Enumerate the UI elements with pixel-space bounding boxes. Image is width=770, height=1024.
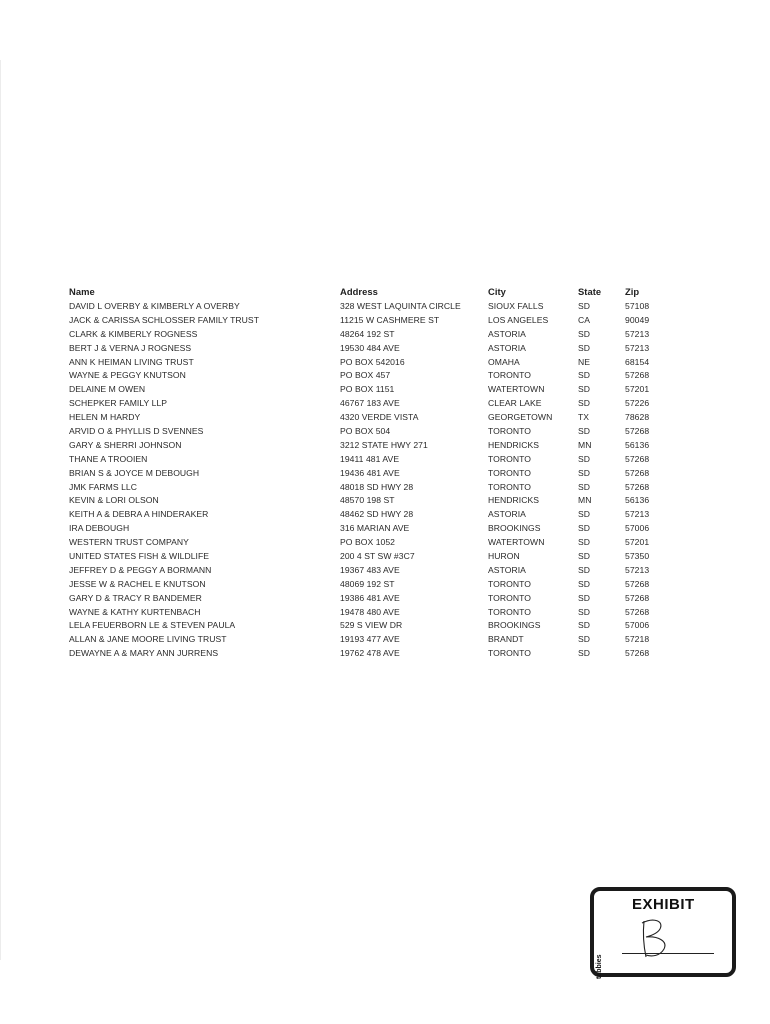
- cell-name: BERT J & VERNA J ROGNESS: [69, 342, 192, 353]
- cell-name: WESTERN TRUST COMPANY: [69, 537, 189, 548]
- cell-address: 19367 483 AVE: [340, 564, 400, 575]
- cell-zip: 57213: [625, 509, 650, 520]
- table-row: [69, 632, 669, 646]
- address-list: [69, 283, 669, 660]
- cell-state: SD: [578, 328, 591, 339]
- cell-name: ALLAN & JANE MOORE LIVING TRUST: [69, 634, 227, 645]
- cell-address: PO BOX 1151: [340, 384, 395, 395]
- cell-address: 48018 SD HWY 28: [340, 481, 414, 492]
- handwritten-letter-b: [630, 917, 680, 961]
- header-address: Address: [340, 285, 378, 297]
- cell-address: PO BOX 504: [340, 425, 391, 436]
- table-row: [69, 355, 669, 369]
- cell-name: IRA DEBOUGH: [69, 523, 130, 534]
- scan-edge: [0, 60, 1, 960]
- cell-city: TORONTO: [488, 606, 532, 617]
- cell-name: GARY & SHERRI JOHNSON: [69, 439, 182, 450]
- cell-zip: 57006: [625, 523, 650, 534]
- exhibit-sticker: [590, 887, 736, 977]
- cell-city: ASTORIA: [488, 564, 526, 575]
- cell-address: 19530 484 AVE: [340, 342, 400, 353]
- cell-zip: 57213: [625, 564, 650, 575]
- cell-zip: 57350: [625, 550, 650, 561]
- table-row: [69, 646, 669, 660]
- cell-zip: 57201: [625, 537, 650, 548]
- cell-zip: 57268: [625, 648, 650, 659]
- cell-city: CLEAR LAKE: [488, 398, 542, 409]
- cell-state: SD: [578, 481, 591, 492]
- cell-name: HELEN M HARDY: [69, 412, 141, 423]
- cell-city: HENDRICKS: [488, 495, 540, 506]
- cell-name: CLARK & KIMBERLY ROGNESS: [69, 328, 198, 339]
- table-row: [69, 313, 669, 327]
- cell-zip: 57268: [625, 467, 650, 478]
- cell-state: MN: [578, 495, 592, 506]
- cell-name: BRIAN S & JOYCE M DEBOUGH: [69, 467, 200, 478]
- cell-city: OMAHA: [488, 356, 520, 367]
- cell-address: 11215 W CASHMERE ST: [340, 314, 440, 325]
- cell-address: 316 MARIAN AVE: [340, 523, 410, 534]
- table-row: [69, 521, 669, 535]
- header-zip: Zip: [625, 285, 640, 297]
- cell-city: GEORGETOWN: [488, 412, 553, 423]
- cell-state: SD: [578, 537, 591, 548]
- cell-state: SD: [578, 592, 591, 603]
- table-row: [69, 396, 669, 410]
- table-row: [69, 466, 669, 480]
- cell-city: LOS ANGELES: [488, 314, 549, 325]
- cell-zip: 57213: [625, 342, 650, 353]
- cell-city: BROOKINGS: [488, 620, 541, 631]
- cell-city: TORONTO: [488, 578, 532, 589]
- cell-city: BRANDT: [488, 634, 524, 645]
- header-name: Name: [69, 285, 95, 297]
- table-row: [69, 410, 669, 424]
- table-row: [69, 549, 669, 563]
- cell-zip: 68154: [625, 356, 650, 367]
- cell-city: WATERTOWN: [488, 537, 545, 548]
- cell-city: SIOUX FALLS: [488, 300, 544, 311]
- cell-address: PO BOX 1052: [340, 537, 396, 548]
- cell-name: JMK FARMS LLC: [69, 481, 137, 492]
- cell-state: SD: [578, 564, 591, 575]
- cell-state: SD: [578, 398, 591, 409]
- cell-zip: 57226: [625, 398, 650, 409]
- header-state: State: [578, 285, 602, 297]
- cell-city: WATERTOWN: [488, 384, 545, 395]
- cell-name: KEITH A & DEBRA A HINDERAKER: [69, 509, 209, 520]
- cell-state: SD: [578, 467, 591, 478]
- exhibit-title: EXHIBIT: [632, 896, 695, 913]
- cell-address: 4320 VERDE VISTA: [340, 412, 419, 423]
- cell-zip: 90049: [625, 314, 650, 325]
- cell-address: 46767 183 AVE: [340, 398, 400, 409]
- exhibit-signature-line: [622, 953, 714, 954]
- cell-name: LELA FEUERBORN LE & STEVEN PAULA: [69, 620, 236, 631]
- cell-name: WAYNE & KATHY KURTENBACH: [69, 606, 201, 617]
- cell-city: HENDRICKS: [488, 439, 540, 450]
- cell-address: 48264 192 ST: [340, 328, 395, 339]
- cell-zip: 56136: [625, 495, 650, 506]
- cell-city: ASTORIA: [488, 328, 526, 339]
- cell-name: ANN K HEIMAN LIVING TRUST: [69, 356, 194, 367]
- cell-address: PO BOX 457: [340, 370, 391, 381]
- table-row: [69, 452, 669, 466]
- cell-name: DAVID L OVERBY & KIMBERLY A OVERBY: [69, 300, 240, 311]
- cell-address: 19193 477 AVE: [340, 634, 400, 645]
- cell-address: 529 S VIEW DR: [340, 620, 403, 631]
- cell-name: DEWAYNE A & MARY ANN JURRENS: [69, 648, 219, 659]
- tabbies-logo: [594, 923, 606, 979]
- cell-state: SD: [578, 300, 591, 311]
- cell-zip: 57201: [625, 384, 650, 395]
- table-row: [69, 341, 669, 355]
- cell-name: DELAINE M OWEN: [69, 384, 146, 395]
- header-city: City: [488, 285, 506, 297]
- cell-address: 19386 481 AVE: [340, 592, 400, 603]
- table-row: [69, 563, 669, 577]
- cell-city: BROOKINGS: [488, 523, 541, 534]
- cell-state: SD: [578, 648, 591, 659]
- table-row: [69, 577, 669, 591]
- cell-state: SD: [578, 620, 591, 631]
- cell-address: 3212 STATE HWY 271: [340, 439, 428, 450]
- table-header: [69, 283, 669, 299]
- cell-address: 328 WEST LAQUINTA CIRCLE: [340, 300, 461, 311]
- cell-state: SD: [578, 453, 591, 464]
- cell-name: WAYNE & PEGGY KNUTSON: [69, 370, 186, 381]
- cell-address: 48069 192 ST: [340, 578, 395, 589]
- cell-address: 19436 481 AVE: [340, 467, 400, 478]
- cell-name: KEVIN & LORI OLSON: [69, 495, 159, 506]
- cell-state: NE: [578, 356, 591, 367]
- table-body: [69, 299, 669, 660]
- cell-city: TORONTO: [488, 481, 532, 492]
- cell-city: TORONTO: [488, 370, 532, 381]
- cell-city: TORONTO: [488, 467, 532, 478]
- cell-state: CA: [578, 314, 591, 325]
- cell-name: ARVID O & PHYLLIS D SVENNES: [69, 425, 204, 436]
- cell-zip: 57268: [625, 592, 650, 603]
- cell-state: SD: [578, 578, 591, 589]
- cell-city: TORONTO: [488, 592, 532, 603]
- cell-name: JACK & CARISSA SCHLOSSER FAMILY TRUST: [69, 314, 260, 325]
- cell-zip: 57213: [625, 328, 650, 339]
- cell-city: HURON: [488, 550, 520, 561]
- cell-zip: 57268: [625, 578, 650, 589]
- cell-state: SD: [578, 523, 591, 534]
- cell-zip: 57268: [625, 370, 650, 381]
- cell-zip: 56136: [625, 439, 650, 450]
- cell-state: TX: [578, 412, 590, 423]
- cell-zip: 57268: [625, 453, 650, 464]
- cell-address: 19478 480 AVE: [340, 606, 400, 617]
- cell-address: PO BOX 542016: [340, 356, 405, 367]
- table-row: [69, 327, 669, 341]
- tabbies-logo-text: tabbies: [596, 954, 603, 979]
- cell-state: MN: [578, 439, 592, 450]
- cell-name: UNITED STATES FISH & WILDLIFE: [69, 550, 210, 561]
- table-row: [69, 605, 669, 619]
- cell-state: SD: [578, 634, 591, 645]
- cell-city: TORONTO: [488, 453, 532, 464]
- table-row: [69, 618, 669, 632]
- cell-address: 19762 478 AVE: [340, 648, 400, 659]
- cell-address: 48462 SD HWY 28: [340, 509, 414, 520]
- cell-zip: 78628: [625, 412, 650, 423]
- cell-address: 200 4 ST SW #3C7: [340, 550, 415, 561]
- cell-state: SD: [578, 342, 591, 353]
- cell-city: TORONTO: [488, 425, 532, 436]
- cell-state: SD: [578, 370, 591, 381]
- cell-state: SD: [578, 550, 591, 561]
- cell-name: JESSE W & RACHEL E KNUTSON: [69, 578, 206, 589]
- table-row: [69, 480, 669, 494]
- cell-zip: 57268: [625, 425, 650, 436]
- cell-address: 19411 481 AVE: [340, 453, 400, 464]
- cell-city: ASTORIA: [488, 509, 526, 520]
- cell-name: GARY D & TRACY R BANDEMER: [69, 592, 202, 603]
- cell-name: THANE A TROOIEN: [69, 453, 148, 464]
- cell-state: SD: [578, 425, 591, 436]
- cell-zip: 57108: [625, 300, 650, 311]
- table-row: [69, 493, 669, 507]
- cell-city: TORONTO: [488, 648, 532, 659]
- cell-zip: 57006: [625, 620, 650, 631]
- cell-zip: 57268: [625, 606, 650, 617]
- table-row: [69, 424, 669, 438]
- cell-state: SD: [578, 606, 591, 617]
- table-row: [69, 299, 669, 313]
- table-row: [69, 382, 669, 396]
- cell-zip: 57268: [625, 481, 650, 492]
- cell-state: SD: [578, 509, 591, 520]
- table-row: [69, 438, 669, 452]
- cell-name: JEFFREY D & PEGGY A BORMANN: [69, 564, 212, 575]
- table-row: [69, 591, 669, 605]
- cell-zip: 57218: [625, 634, 650, 645]
- table-row: [69, 535, 669, 549]
- cell-city: ASTORIA: [488, 342, 526, 353]
- table-row: [69, 368, 669, 382]
- table-row: [69, 507, 669, 521]
- cell-address: 48570 198 ST: [340, 495, 395, 506]
- cell-name: SCHEPKER FAMILY LLP: [69, 398, 168, 409]
- cell-state: SD: [578, 384, 591, 395]
